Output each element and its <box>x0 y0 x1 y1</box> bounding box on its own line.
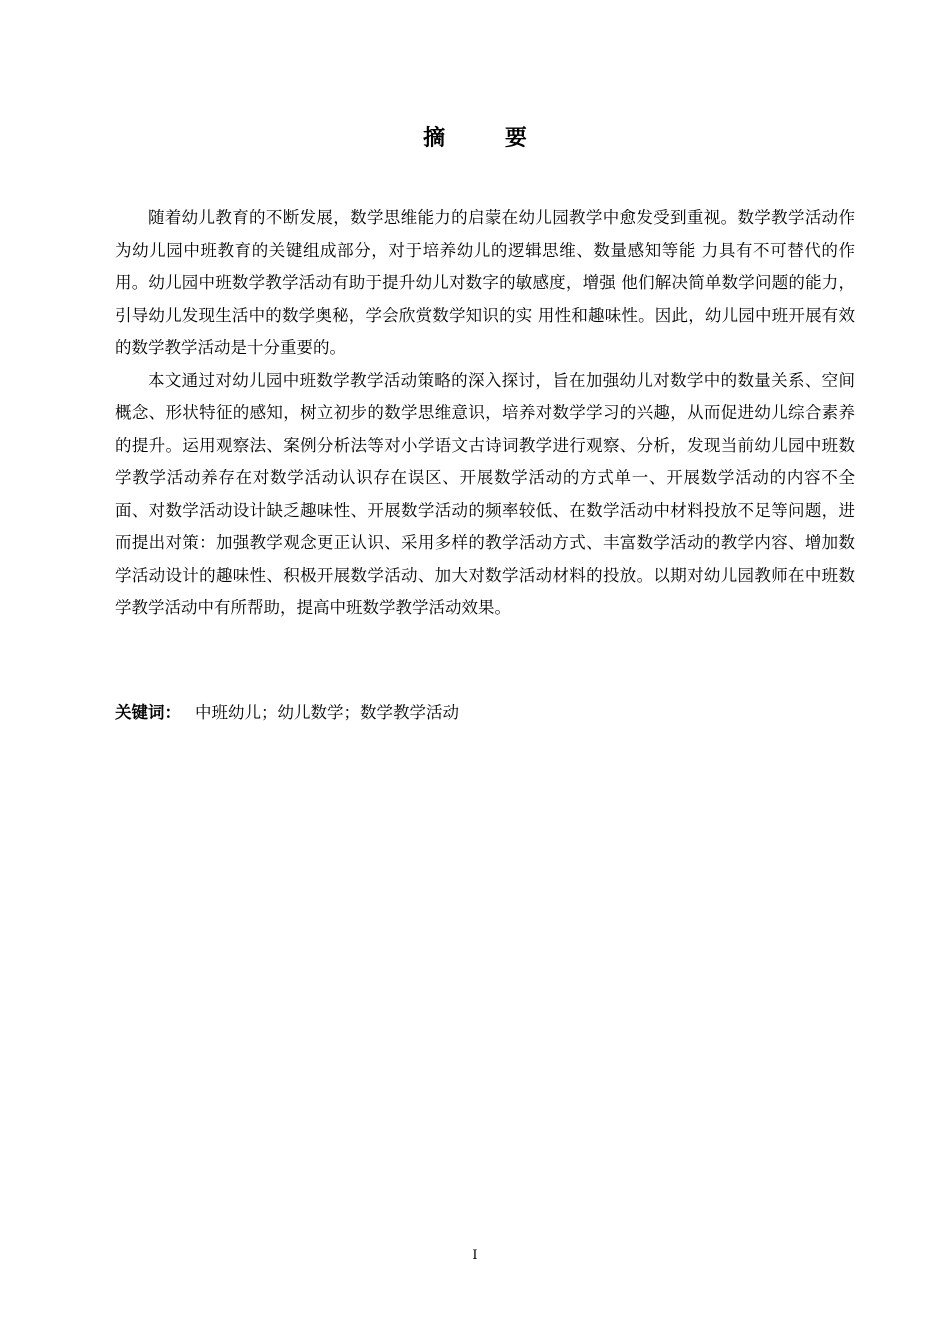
keywords-line <box>115 697 855 729</box>
page-number: I <box>472 1248 478 1263</box>
abstract-body <box>115 202 855 625</box>
keywords-label: 关键词： <box>115 703 181 722</box>
abstract-paragraph: 随着幼儿教育的不断发展，数学思维能力的启蒙在幼儿园教学中愈发受到重视。数学教学活动作为幼儿园中班教育的关键组成部分，对于培养幼儿的逻辑思维、数量感知等能 力具有不可替代的作用。幼儿园中班数学教学活动有助于提升幼儿对数字的敏感度，增强 他们解决简单数学问题的能力，引导幼儿发现生活中的数学奥秘，学会欣赏数学知识的实 用性和趣味性。因此，幼儿园中班开展有效的数学教学活动是十分重要的。 <box>115 208 855 357</box>
keywords-value: 中班幼儿；幼儿数学；数学教学活动 <box>195 703 459 722</box>
abstract-paragraph: 本文通过对幼儿园中班数学教学活动策略的深入探讨，旨在加强幼儿对数学中的数量关系、空间概念、形状特征的感知，树立初步的数学思维意识，培养对数学学习的兴趣，从而促进幼儿综合素养的提升。运用观察法、案例分析法等对小学语文古诗词教学进行观察、分析，发现当前幼儿园中班数学教学活动养存在对数学活动认识存在误区、开展数学活动的方式单一、开展数学活动的内容不全面、对数学活动设计缺乏趣味性、开展数学活动的频率较低、在数学活动中材料投放不足等问题，进而提出对策：加强教学观念更正认识、采用多样的教学活动方式、丰富数学活动的教学内容、增加数学活动设计的趣味性、积极开展数学活动、加大对数学活动材料的投放。以期对幼儿园教师在中班数学教学活动中有所帮助，提高中班数学教学活动效果。 <box>115 370 855 617</box>
abstract-title: 摘 要 <box>423 126 553 151</box>
